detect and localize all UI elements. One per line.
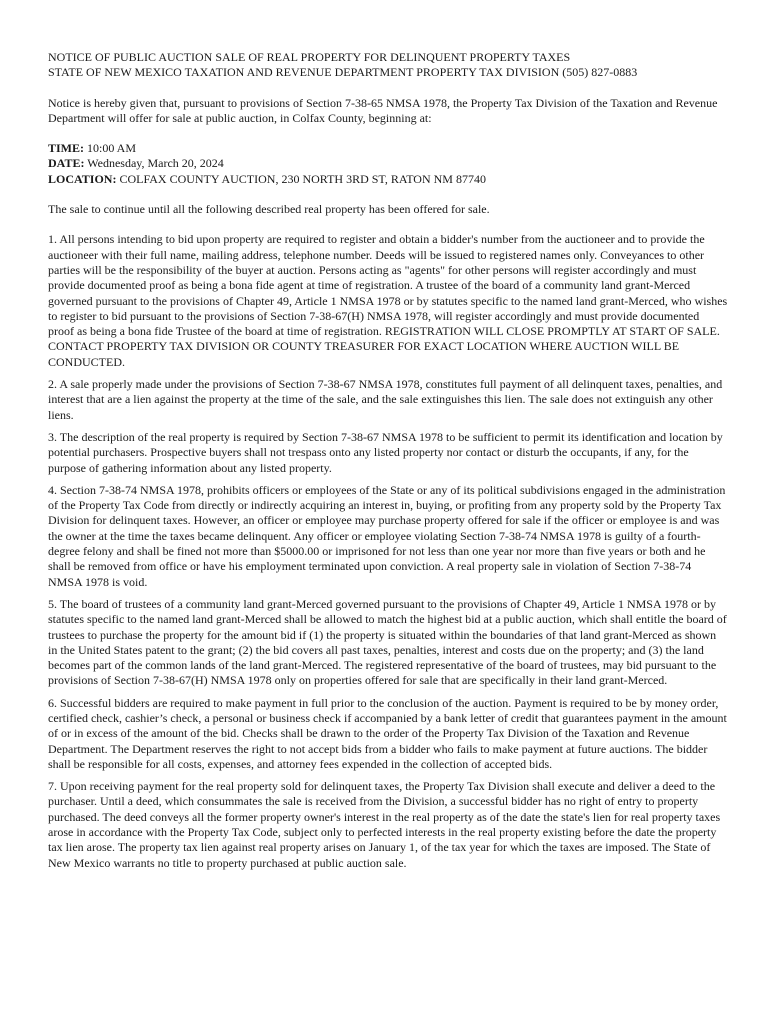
paragraph-2: 2. A sale properly made under the provisions of Section 7-38-67 NMSA 1978, constitutes full payment of all delinquent taxes, penalties, and interest that are a lien against the property at the time of the sale, and the sale extinguishes this lien. The sale does not extinguish any other liens. xyxy=(48,377,723,422)
paragraph-1: 1. All persons intending to bid upon property are required to register and obtain a bidder's number from the auctioneer and to provide the auctioneer with their full name, mailing address, telephone number. Deeds will be issued to registered names only. Conveyances to other parties will be the responsibility of the buyer at auction. Persons acting as "agents" for other persons will register accordingly and must provide documented proof as being a bona fide agent at time of registration. A trustee of the board of a community land grant-Merced governed pursuant to the provisions of Chapter 49, Article 1 NMSA 1978 or by statutes specific to the named land grant-Merced, who wishes to register to bid pursuant to the provisions of Section 7-38-67(H) NMSA 1978, will register accordingly and must provide documented proof as being a bona fide Trustee of the board at time of registration. REGISTRATION WILL CLOSE PROMPTLY AT START OF SALE. CONTACT PROPERTY TAX DIVISION OR COUNTY TREASURER FOR EXACT LOCATION WHERE AUCTION WILL BE CONDUCTED. xyxy=(48,232,728,369)
notice-title: NOTICE OF PUBLIC AUCTION SALE OF REAL PROPERTY FOR DELINQUENT PROPERTY TAXES xyxy=(48,50,571,64)
location-value: COLFAX COUNTY AUCTION, 230 NORTH 3RD ST, RATON NM 87740 xyxy=(119,171,486,186)
department-line: STATE OF NEW MEXICO TAXATION AND REVENUE DEPARTMENT PROPERTY TAX DIVISION (505) 827-0883 xyxy=(48,65,638,80)
notice-header xyxy=(48,50,728,81)
paragraph-3: 3. The description of the real property is required by Section 7-38-67 NMSA 1978 to be sufficient to permit its identification and location by potential purchasers. Prospective buyers shall not trespass onto any listed property nor contact or disturb the occupants, if any, for the purpose of gathering information about any listed property. xyxy=(48,429,723,475)
time-label: TIME: xyxy=(48,141,84,156)
continue-paragraph: The sale to continue until all the following described real property has been offered for sale. xyxy=(48,202,490,217)
location-row xyxy=(48,172,728,187)
auction-details xyxy=(48,141,728,187)
paragraph-6: 6. Successful bidders are required to make payment in full prior to the conclusion of the auction. Payment is required to be by money order, certified check, cashier’s check, a personal or business check if accompanied by a bank letter of credit that guarantees payment in the amount of or in excess of the amount of the bid. Checks shall be drawn to the order of the Property Tax Division of the Taxation and Revenue Department. The Department reserves the right to not accept bids from a bidder who fails to make payment at future auctions. The bidder shall be responsible for all costs, expenses, and attorney fees expended in the collection of accepted bids. xyxy=(48,695,727,771)
date-value: Wednesday, March 20, 2024 xyxy=(87,156,224,171)
location-label: LOCATION: xyxy=(48,171,117,186)
time-row xyxy=(48,141,728,156)
notice-document xyxy=(48,50,728,871)
paragraph-5: 5. The board of trustees of a community land grant-Merced governed pursuant to the provisions of Chapter 49, Article 1 NMSA 1978 or by statutes specific to the named land grant-Merced shall be allowed to match the highest bid at a public auction, which shall entitle the board of trustees to purchase the property for the amount bid if (1) the property is situated within the boundaries of that land grant-Merced as shown in the United States patent to the grant; (2) the bid covers all past taxes, penalties, interest and costs due on the property; and (3) the land becomes part of the common lands of the land grant-Merced. The registered representative of the board of trustees, may bid pursuant to the provisions of Section 7-38-67(H) NMSA 1978 only on properties offered for sale that are specifically in their land grant-Merced. xyxy=(48,596,727,688)
time-value: 10:00 AM xyxy=(87,141,137,156)
date-label: DATE: xyxy=(48,156,85,171)
date-row xyxy=(48,156,728,171)
paragraph-4: 4. Section 7-38-74 NMSA 1978, prohibits officers or employees of the State or any of its political subdivisions engaged in the administration of the Property Tax Code from directly or indirectly acquiring an interest in, buying, or profiting from any property sold by the Property Tax Division for delinquent taxes. However, an officer or employee may purchase property offered for sale if the officer or employee is and was the owner at the time the taxes became delinquent. Any officer or employee violating Section 7-38-74 NMSA 1978 is guilty of a fourth-degree felony and shall be fined not more than $5000.00 or imprisoned for not less than one year nor more than five years or both and he shall be removed from office or have his employment terminated upon conviction. A real property sale in violation of Section 7-38-74 NMSA 1978 is void. xyxy=(48,482,726,589)
paragraph-7: 7. Upon receiving payment for the real property sold for delinquent taxes, the Property Tax Division shall execute and deliver a deed to the purchaser. Until a deed, which consummates the sale is received from the Division, a successful bidder has no right of entry to property purchased. The deed conveys all the former property owner's interest in the real property as of the date the state's lien for real property taxes arose in accordance with the Property Tax Code, subject only to perfected interests in the real property existing before the date the property tax lien arose. The property tax lien against real property arises on January 1, of the tax year for which the taxes are imposed. The State of New Mexico warrants no title to property purchased at public auction sale. xyxy=(48,779,721,870)
intro-paragraph: Notice is hereby given that, pursuant to provisions of Section 7-38-65 NMSA 1978, the Property Tax Division of the Taxation and Revenue Department will offer for sale at public auction, in Colfax County, beginning at: xyxy=(48,95,718,125)
